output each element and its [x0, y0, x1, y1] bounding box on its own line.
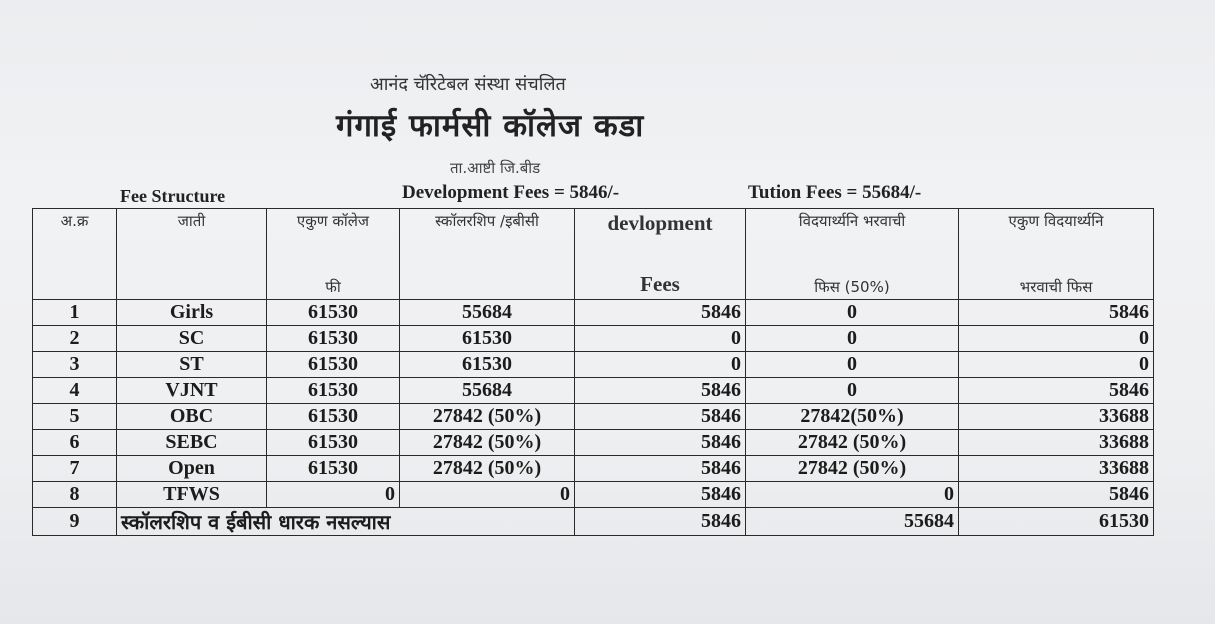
cell-student-share: 55684 — [746, 508, 959, 536]
cell-total-payable: 5846 — [959, 378, 1154, 404]
cell-total-payable: 0 — [959, 326, 1154, 352]
cell-serial-no: 4 — [33, 378, 117, 404]
header-total-payable: एकुण विदयार्थ्यनि भरवाची फिस — [959, 209, 1154, 300]
cell-student-share: 27842(50%) — [746, 404, 959, 430]
table-row — [33, 352, 1154, 378]
cell-total-college-fee: 61530 — [267, 352, 400, 378]
cell-scholarship: 55684 — [400, 378, 575, 404]
cell-serial-no: 9 — [33, 508, 117, 536]
cell-caste: VJNT — [117, 378, 267, 404]
cell-serial-no: 5 — [33, 404, 117, 430]
fee-structure-label: Fee Structure — [120, 186, 226, 206]
cell-summary-note: स्कॉलरशिप व ईबीसी धारक नसल्यास — [117, 508, 575, 536]
cell-serial-no: 1 — [33, 300, 117, 326]
table-row — [33, 300, 1154, 326]
cell-caste: OBC — [117, 404, 267, 430]
cell-development-fees: 5846 — [575, 482, 746, 508]
cell-serial-no: 3 — [33, 352, 117, 378]
table-row — [33, 482, 1154, 508]
cell-student-share: 0 — [746, 300, 959, 326]
cell-student-share: 27842 (50%) — [746, 456, 959, 482]
cell-scholarship: 27842 (50%) — [400, 430, 575, 456]
cell-caste: SC — [117, 326, 267, 352]
header-scholarship: स्कॉलरशिप /इबीसी — [400, 209, 575, 300]
cell-development-fees: 5846 — [575, 404, 746, 430]
cell-scholarship: 27842 (50%) — [400, 404, 575, 430]
cell-total-college-fee: 61530 — [267, 456, 400, 482]
cell-serial-no: 6 — [33, 430, 117, 456]
cell-scholarship: 61530 — [400, 326, 575, 352]
table-row — [33, 456, 1154, 482]
header-total-college-fee: एकुण कॉलेज फी — [267, 209, 400, 300]
cell-serial-no: 7 — [33, 456, 117, 482]
header-development-fees: devlopment Fees — [575, 209, 746, 300]
cell-student-share: 0 — [746, 352, 959, 378]
cell-caste: SEBC — [117, 430, 267, 456]
cell-total-college-fee: 61530 — [267, 430, 400, 456]
cell-total-payable: 5846 — [959, 482, 1154, 508]
cell-caste: ST — [117, 352, 267, 378]
header-student-share: विदयार्थ्यनि भरवाची फिस (50%) — [746, 209, 959, 300]
header-serial-no: अ.क्र — [33, 209, 117, 300]
tution-fees-label: Tution Fees = 55684/- — [748, 182, 922, 203]
fee-table — [32, 208, 1154, 536]
cell-total-payable: 61530 — [959, 508, 1154, 536]
cell-total-payable: 33688 — [959, 430, 1154, 456]
cell-serial-no: 2 — [33, 326, 117, 352]
table-row — [33, 378, 1154, 404]
cell-development-fees: 5846 — [575, 378, 746, 404]
cell-caste: Girls — [117, 300, 267, 326]
cell-student-share: 0 — [746, 482, 959, 508]
table-header-row — [33, 209, 1154, 300]
cell-total-college-fee: 61530 — [267, 378, 400, 404]
cell-development-fees: 5846 — [575, 456, 746, 482]
cell-development-fees: 0 — [575, 326, 746, 352]
cell-total-college-fee: 61530 — [267, 326, 400, 352]
header-caste: जाती — [117, 209, 267, 300]
cell-development-fees: 0 — [575, 352, 746, 378]
cell-total-college-fee: 0 — [267, 482, 400, 508]
table-row-summary — [33, 508, 1154, 536]
table-row — [33, 326, 1154, 352]
cell-student-share: 27842 (50%) — [746, 430, 959, 456]
cell-scholarship: 55684 — [400, 300, 575, 326]
table-row — [33, 430, 1154, 456]
cell-total-payable: 33688 — [959, 404, 1154, 430]
cell-total-college-fee: 61530 — [267, 300, 400, 326]
cell-scholarship: 27842 (50%) — [400, 456, 575, 482]
cell-scholarship: 61530 — [400, 352, 575, 378]
cell-development-fees: 5846 — [575, 300, 746, 326]
cell-total-college-fee: 61530 — [267, 404, 400, 430]
cell-caste: Open — [117, 456, 267, 482]
cell-development-fees: 5846 — [575, 508, 746, 536]
cell-scholarship: 0 — [400, 482, 575, 508]
cell-student-share: 0 — [746, 326, 959, 352]
cell-serial-no: 8 — [33, 482, 117, 508]
trust-name: आनंद चॅरिटेबल संस्था संचलित — [370, 74, 566, 95]
table-row — [33, 404, 1154, 430]
cell-student-share: 0 — [746, 378, 959, 404]
development-fees-label: Development Fees = 5846/- — [402, 182, 620, 203]
college-title: गंगाई फार्मसी कॉलेज कडा — [336, 108, 645, 144]
cell-development-fees: 5846 — [575, 430, 746, 456]
cell-total-payable: 5846 — [959, 300, 1154, 326]
cell-total-payable: 33688 — [959, 456, 1154, 482]
cell-caste: TFWS — [117, 482, 267, 508]
cell-total-payable: 0 — [959, 352, 1154, 378]
college-location: ता.आष्टी जि.बीड — [450, 159, 541, 177]
